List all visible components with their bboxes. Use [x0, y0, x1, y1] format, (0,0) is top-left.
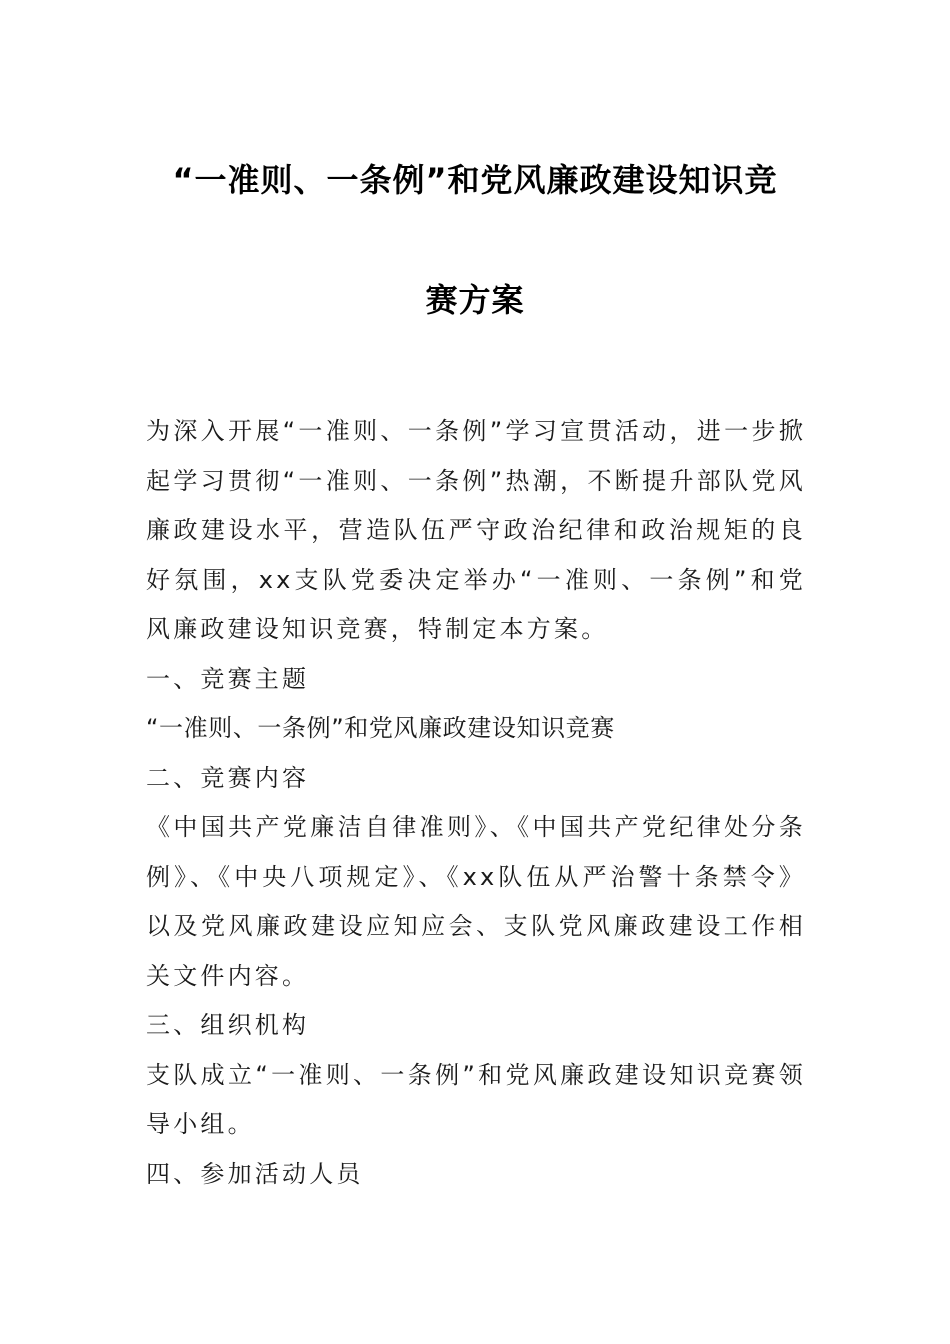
section-2-content: 《中国共产党廉洁自律准则》、《中国共产党纪律处分条例》、《中央八项规定》、《xx队伍从严治警十条禁令》以及党风廉政建设应知应会、支队党风廉政建设工作相关文件内容。	[146, 813, 806, 990]
section-4-heading: 四、参加活动人员	[146, 1159, 364, 1188]
section-2-heading: 二、竞赛内容	[146, 763, 310, 792]
intro-paragraph: 为深入开展“一准则、一条例”学习宣贯活动，进一步掀起学习贯彻“一准则、一条例”热潮，不断提升部队党风廉政建设水平，营造队伍严守政治纪律和政治规矩的良好氛围，xx支队党委决定举办“一准则、一条例”和党风廉政建设知识竞赛，特制定本方案。	[146, 417, 806, 643]
document-title-line-1: “一准则、一条例”和党风廉政建设知识竞	[172, 161, 778, 199]
section-1-content: “一准则、一条例”和党风廉政建设知识竞赛	[146, 714, 615, 742]
document-body	[146, 407, 806, 1199]
document-title-line-2: 赛方案	[425, 281, 525, 319]
section-1-heading: 一、竞赛主题	[146, 664, 310, 693]
section-3-heading: 三、组织机构	[146, 1011, 310, 1039]
section-3-content: 支队成立“一准则、一条例”和党风廉政建设知识竞赛领导小组。	[146, 1060, 806, 1138]
